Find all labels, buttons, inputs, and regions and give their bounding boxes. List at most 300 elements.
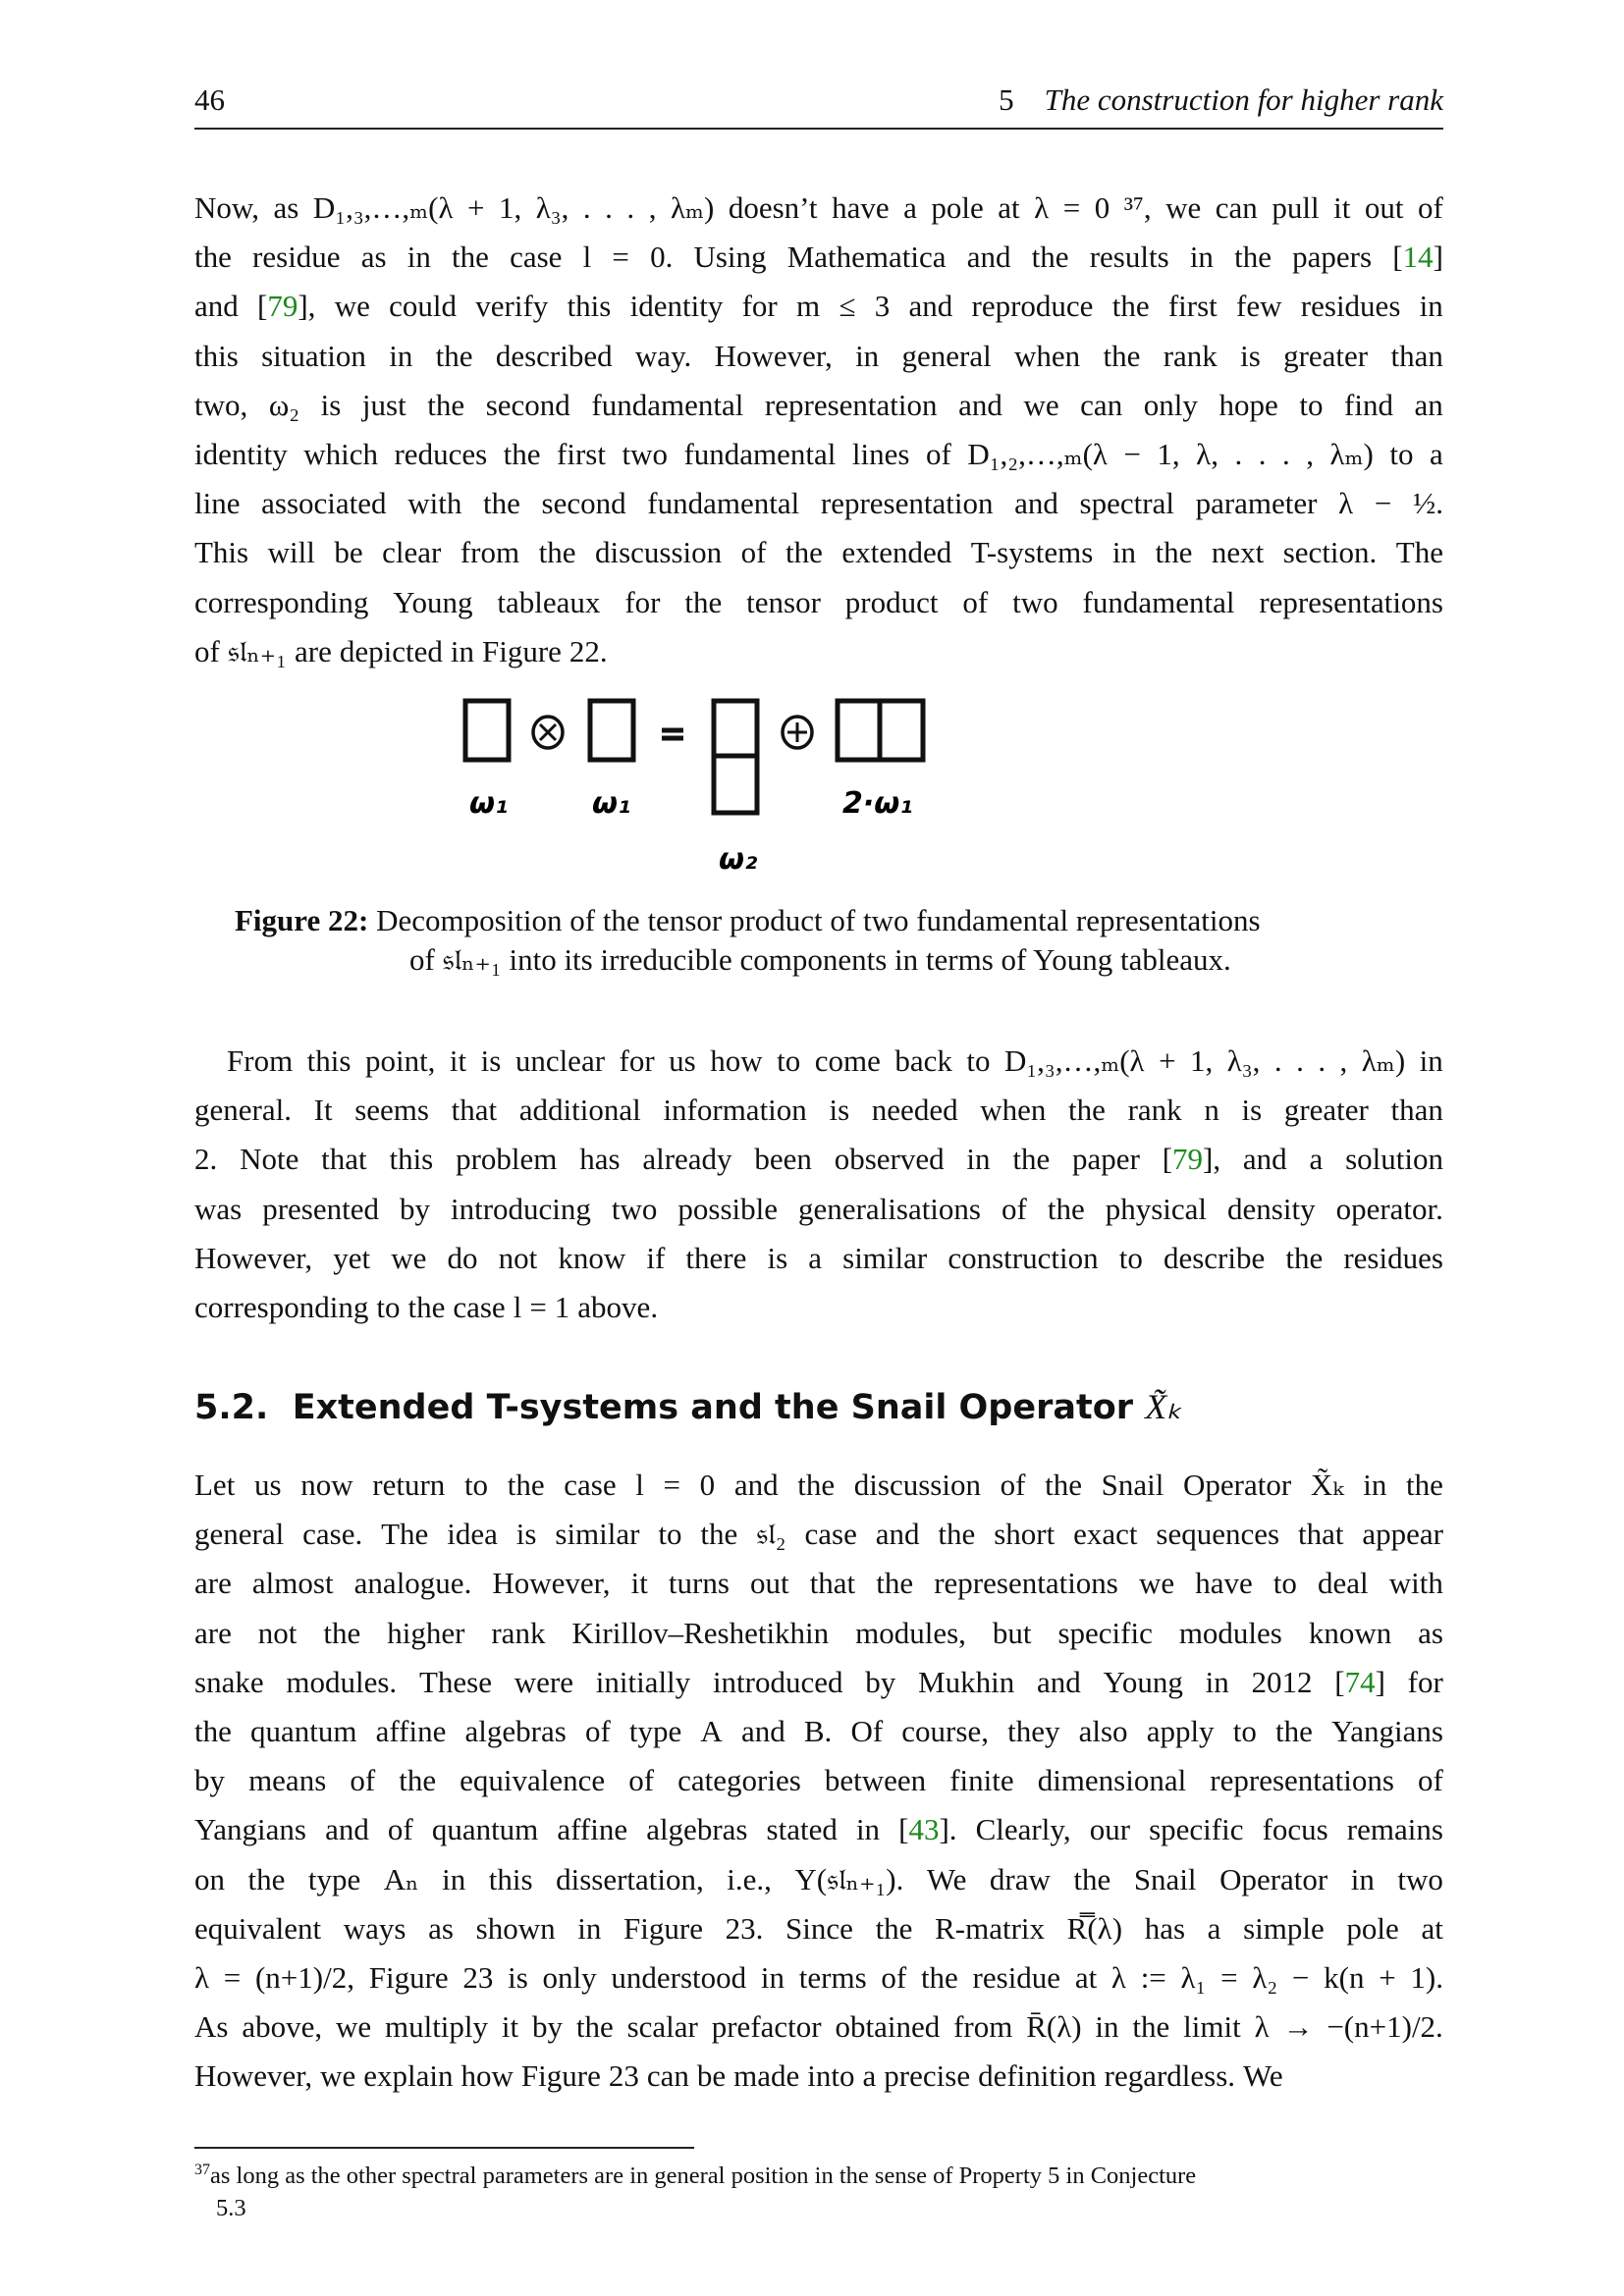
word: ways	[343, 1910, 406, 1946]
word: the	[1045, 1468, 1082, 1502]
text-line	[194, 578, 1443, 627]
word: paper	[1072, 1142, 1140, 1177]
word: also	[1078, 1713, 1128, 1748]
caption-line-1: Decomposition of the tensor product of two fundamental representations	[376, 903, 1261, 937]
word: dimensional	[1037, 1763, 1187, 1798]
word: for	[1407, 1664, 1443, 1699]
word: the	[920, 1959, 958, 1995]
word: the	[482, 486, 520, 521]
word: two,	[194, 387, 248, 422]
box-omega1-a	[465, 701, 509, 760]
word: us	[253, 1468, 282, 1502]
word: in	[1350, 1861, 1375, 1896]
label-omega2: ω₂	[719, 842, 758, 877]
word: which	[303, 436, 378, 471]
text-line	[194, 381, 1443, 430]
word: Young	[1103, 1664, 1183, 1699]
word: modules.	[286, 1664, 398, 1699]
word: Yangians	[1330, 1713, 1443, 1748]
word: it	[630, 1566, 648, 1601]
word: in	[760, 1959, 785, 1995]
section-number: 5.2.	[194, 1388, 269, 1427]
word: the	[875, 1910, 913, 1946]
word: m	[796, 289, 821, 324]
word: describe	[1163, 1240, 1266, 1275]
word: modules	[1178, 1615, 1282, 1650]
label-two-omega1: 2·ω₁	[842, 786, 913, 821]
word: with	[407, 486, 462, 521]
word: this	[389, 1142, 434, 1177]
word: parameter	[1195, 486, 1318, 521]
word: to	[463, 1468, 489, 1502]
word: rank	[1163, 338, 1218, 373]
word: in	[966, 1142, 991, 1177]
word: a	[862, 2058, 877, 2094]
word: with	[1388, 1566, 1443, 1601]
word: on	[194, 1861, 225, 1896]
word: that	[451, 1093, 498, 1128]
word: for	[619, 1043, 655, 1078]
word: this	[567, 289, 612, 324]
word: the	[194, 1713, 232, 1748]
word: an	[1414, 387, 1443, 422]
footnote-rule	[194, 2147, 694, 2149]
word: regardless.	[1104, 2058, 1236, 2094]
word: find	[1344, 387, 1393, 422]
word: Figure	[481, 633, 562, 668]
text-line	[194, 1609, 1443, 1658]
word: are	[194, 1566, 232, 1601]
word: return	[372, 1468, 446, 1502]
word: is	[515, 1517, 537, 1552]
word: could	[389, 289, 457, 324]
word: in	[855, 1812, 881, 1847]
word: It	[313, 1093, 333, 1128]
word: the	[1012, 1142, 1051, 1177]
word: the	[1285, 1240, 1324, 1275]
word: Of	[850, 1713, 884, 1748]
text-line	[194, 1086, 1443, 1135]
word: .	[626, 190, 635, 225]
word: obtained	[835, 2009, 941, 2045]
text-line	[194, 1756, 1443, 1805]
word: equivalent	[194, 1910, 322, 1946]
word: Kirillov–Reshetikhin	[571, 1615, 830, 1650]
word: sequences	[1156, 1517, 1280, 1552]
word: of	[194, 633, 220, 668]
word: two	[611, 1191, 658, 1226]
word: when	[1014, 338, 1081, 373]
citation-link[interactable]: 14	[1402, 240, 1434, 275]
citation-link[interactable]: 79	[267, 289, 298, 324]
text-line	[194, 1658, 1443, 1707]
word: a	[1429, 436, 1443, 471]
citation-link[interactable]: 43	[908, 1812, 940, 1847]
word: rank	[491, 1615, 546, 1650]
word: However,	[492, 1566, 611, 1601]
word: identity	[194, 436, 288, 471]
word: has	[1144, 1910, 1186, 1946]
word: limit	[1183, 2009, 1241, 2045]
word: come	[814, 1043, 881, 1078]
word: fundamental	[1082, 584, 1235, 619]
word: two	[1012, 584, 1058, 619]
word: We	[1243, 2058, 1283, 2094]
word: the	[435, 338, 473, 373]
word: in	[406, 240, 431, 275]
word: definition	[978, 2058, 1097, 2094]
text-line	[194, 184, 1443, 233]
word: =	[1062, 190, 1081, 225]
word: λ	[194, 1959, 210, 1995]
word: the	[1234, 240, 1272, 275]
word: is	[767, 1240, 788, 1275]
word: 2.	[194, 1142, 218, 1177]
section-title: Extended T-systems and the Snail Operator	[292, 1388, 1134, 1427]
word: A	[700, 1713, 723, 1748]
word: and	[1242, 1142, 1287, 1177]
word: associated	[261, 486, 387, 521]
word: reduces	[394, 436, 488, 471]
word: solution	[1345, 1142, 1443, 1177]
word: been	[754, 1142, 812, 1177]
word: of	[584, 1713, 611, 1748]
label-omega1-a: ω₁	[469, 786, 509, 821]
word: at	[998, 190, 1020, 225]
chapter-title-text: The construction for higher rank	[1044, 82, 1443, 117]
text-line	[194, 430, 1443, 479]
word: for	[624, 584, 661, 619]
word: now	[300, 1468, 353, 1502]
chapter-title	[999, 82, 1443, 118]
word: by	[532, 2009, 563, 2045]
word: can	[1080, 387, 1123, 422]
word: 23.	[725, 1910, 764, 1946]
word: .	[1273, 1043, 1282, 1078]
word: T-systems	[970, 535, 1094, 570]
word: 1,	[499, 190, 522, 225]
word: to	[1118, 1240, 1143, 1275]
text-line	[194, 1707, 1443, 1756]
word: spectral	[1079, 486, 1174, 521]
word: =	[529, 1289, 547, 1324]
word: course,	[901, 1713, 989, 1748]
word: as	[273, 190, 299, 225]
citation-link[interactable]: 79	[1172, 1142, 1204, 1177]
word: only	[542, 1959, 597, 1995]
word: case	[804, 1517, 857, 1552]
word: already	[642, 1142, 732, 1177]
word: is	[320, 387, 342, 422]
word: the	[323, 1615, 361, 1650]
word: first	[1167, 289, 1218, 324]
word: physical	[1105, 1191, 1208, 1226]
word: we	[391, 1240, 427, 1275]
word: Y(𝔰𝔩ₙ₊₁).	[794, 1861, 904, 1896]
text-line	[194, 282, 1443, 331]
word: needed	[871, 1093, 958, 1128]
word: These	[418, 1664, 492, 1699]
word: in	[577, 1910, 602, 1946]
word: that	[809, 1566, 856, 1601]
word: be	[334, 535, 363, 570]
word: i.e.,	[727, 1861, 772, 1896]
word: simple	[1243, 1910, 1325, 1946]
word: be	[696, 2058, 727, 2094]
word: in	[450, 633, 474, 668]
word: ,	[1306, 436, 1314, 471]
word: the	[1274, 1713, 1313, 1748]
word: B.	[803, 1713, 833, 1748]
word: has	[579, 1142, 621, 1177]
word: made	[733, 2058, 800, 2094]
word: of	[1000, 1468, 1026, 1502]
text-line	[194, 1135, 1443, 1184]
word: from	[953, 2009, 1013, 2045]
word: section.	[1282, 535, 1378, 570]
word: doesn’t	[728, 190, 818, 225]
box-omega1-b	[590, 701, 633, 760]
word: D₁,₂,…,ₘ(λ	[967, 436, 1108, 471]
word: D₁,₃,…,ₘ(λ	[1003, 1043, 1145, 1078]
word: R̄(λ)	[1026, 2009, 1082, 2045]
word: The	[381, 1517, 429, 1552]
word: λₘ)	[1361, 1043, 1406, 1078]
word: 22.	[568, 633, 608, 668]
word: corresponding	[194, 584, 369, 619]
word: at	[1074, 1959, 1098, 1995]
word: to	[1232, 1713, 1257, 1748]
word: =	[663, 1468, 681, 1502]
label-omega1-b: ω₁	[592, 786, 631, 821]
word: information	[663, 1093, 807, 1128]
word: the	[1073, 1861, 1111, 1896]
word: X̃ₖ	[1310, 1468, 1344, 1502]
word: precise	[884, 2058, 971, 2094]
word: problem	[456, 1142, 558, 1177]
word: to	[966, 1043, 991, 1078]
word: quantum	[431, 1812, 539, 1847]
word: results	[1089, 240, 1169, 275]
word: the	[247, 1861, 286, 1896]
word: case.	[302, 1517, 363, 1552]
word: is	[829, 1093, 850, 1128]
word: a	[903, 190, 917, 225]
word: in	[389, 338, 413, 373]
word: explain	[363, 2058, 454, 2094]
text-line	[194, 1234, 1443, 1283]
word: specific	[1149, 1812, 1244, 1847]
footnote-marker: 37	[194, 2162, 210, 2178]
young-tableaux-figure	[432, 687, 982, 883]
word: residues	[1343, 1240, 1443, 1275]
word: n	[1204, 1093, 1219, 1128]
word: are	[194, 1615, 232, 1650]
word: is	[480, 1043, 502, 1078]
word: of	[925, 436, 951, 471]
word: general.	[194, 1093, 292, 1128]
word: this	[194, 338, 239, 373]
word: Clearly,	[975, 1812, 1071, 1847]
footnote-line-2: 5.3	[216, 2195, 246, 2222]
word: corresponding	[194, 1289, 369, 1324]
word: of	[1418, 1763, 1443, 1798]
word: few	[1236, 289, 1282, 324]
word: the	[399, 1763, 437, 1798]
word: However,	[714, 338, 833, 373]
word: the	[1406, 1468, 1443, 1502]
word: and	[908, 289, 953, 324]
word: 1).	[1410, 1959, 1443, 1995]
word: type	[307, 1861, 361, 1896]
word: Mathematica	[786, 240, 947, 275]
word: deal	[1318, 1566, 1369, 1601]
word: analogue.	[353, 1566, 472, 1601]
word: introducing	[451, 1191, 591, 1226]
word: lines	[851, 436, 910, 471]
word: out	[1364, 190, 1404, 225]
word: product	[844, 584, 939, 619]
word: pole	[1346, 1910, 1399, 1946]
word: greater	[1283, 1093, 1369, 1128]
word: ,	[1339, 1043, 1348, 1078]
figure-caption	[235, 901, 1403, 980]
word: terms	[798, 1959, 867, 1995]
word: in	[855, 338, 880, 373]
word: can	[1215, 190, 1258, 225]
word: the	[452, 240, 489, 275]
word: Since	[785, 1910, 853, 1946]
word: the	[876, 1566, 914, 1601]
word: representations	[934, 1566, 1118, 1601]
word: the	[684, 584, 723, 619]
word: back	[894, 1043, 952, 1078]
word: l	[513, 1289, 522, 1324]
word: prefactor	[711, 2009, 822, 2045]
word: clear	[382, 535, 442, 570]
word: and	[194, 289, 239, 324]
word: generalisations	[798, 1191, 981, 1226]
word: identity	[629, 289, 724, 324]
word: l	[582, 240, 592, 275]
word: greater	[1283, 338, 1369, 373]
word: →	[1282, 2009, 1314, 2045]
word: not	[257, 1615, 298, 1650]
caption-line-2: of 𝔰𝔩ₙ₊₁ into its irreducible components in terms of Young tableaux.	[409, 942, 1231, 977]
word: pole	[931, 190, 984, 225]
word: in	[1363, 1468, 1387, 1502]
word: unclear	[514, 1043, 606, 1078]
word: presented	[262, 1191, 379, 1226]
word: algebras	[464, 1713, 567, 1748]
word: discussion	[853, 1468, 981, 1502]
word: Note	[240, 1142, 299, 1177]
word: [14]	[1392, 240, 1443, 275]
word: Mukhin	[918, 1664, 1015, 1699]
word: .	[1318, 1043, 1326, 1078]
word: of	[881, 1959, 907, 1995]
word: Now,	[194, 190, 260, 225]
word: by	[194, 1763, 225, 1798]
word: finite	[949, 1763, 1014, 1798]
word: the	[427, 387, 465, 422]
word: =	[1220, 1959, 1238, 1995]
paragraph-1	[194, 184, 1443, 676]
word: of	[740, 535, 767, 570]
word: as	[360, 240, 387, 275]
word: than	[1390, 1093, 1443, 1128]
word: the	[1132, 2009, 1170, 2045]
word: the	[194, 240, 232, 275]
word: λ	[1338, 486, 1354, 521]
word: idea	[447, 1517, 498, 1552]
word: than	[1390, 338, 1443, 373]
word: λ₁	[1180, 1959, 1207, 1995]
word: Figure	[368, 1959, 449, 1995]
word: a	[808, 1240, 823, 1275]
word: and	[325, 1812, 369, 1847]
word: −(n+1)/2.	[1326, 2009, 1443, 2045]
word: 23	[462, 1959, 494, 1995]
word: Figure	[623, 1910, 703, 1946]
page-number: 46	[194, 82, 225, 117]
word: representation	[764, 387, 938, 422]
word: extended	[841, 535, 952, 570]
word: λ,	[1196, 436, 1218, 471]
word: However,	[194, 2058, 313, 2094]
word: Using	[693, 240, 767, 275]
word: the	[503, 436, 541, 471]
word: in	[1111, 535, 1136, 570]
word: Yangians	[194, 1812, 306, 1847]
word: a	[1309, 1142, 1324, 1177]
footnote-line-1: as long as the other spectral parameters are in general position in the sense of Property 5 in Conjecture	[210, 2163, 1197, 2190]
word: a	[1207, 1910, 1221, 1946]
word: and	[875, 1517, 920, 1552]
word: focus	[1262, 1812, 1328, 1847]
word: between	[824, 1763, 927, 1798]
word: from	[460, 535, 520, 570]
word: in	[1419, 1043, 1443, 1078]
word: means	[248, 1763, 327, 1798]
text-line	[194, 1904, 1443, 1953]
paragraph-3	[194, 1461, 1443, 2101]
word: −	[1291, 1959, 1310, 1995]
word: .	[605, 190, 613, 225]
word: algebras	[646, 1812, 748, 1847]
word: this	[306, 1043, 352, 1078]
word: modules,	[855, 1615, 966, 1650]
word: general	[194, 1517, 285, 1552]
word: Snail	[1101, 1468, 1164, 1502]
word: line	[194, 486, 241, 521]
word: [74]	[1334, 1664, 1385, 1699]
word: second	[485, 387, 570, 422]
word: R-matrix	[935, 1910, 1046, 1946]
word: stated	[766, 1812, 838, 1847]
paragraph-2	[194, 1037, 1443, 1332]
word: .	[1296, 1043, 1304, 1078]
word: not	[498, 1240, 538, 1275]
word: case	[564, 1468, 617, 1502]
word: by	[400, 1191, 430, 1226]
word: 𝔰𝔩₂	[756, 1517, 786, 1552]
word: Snail	[1133, 1861, 1197, 1896]
text-line	[194, 627, 1443, 676]
word: λ	[1110, 1959, 1126, 1995]
citation-link[interactable]: 74	[1344, 1664, 1376, 1699]
word: [43].	[898, 1812, 957, 1847]
